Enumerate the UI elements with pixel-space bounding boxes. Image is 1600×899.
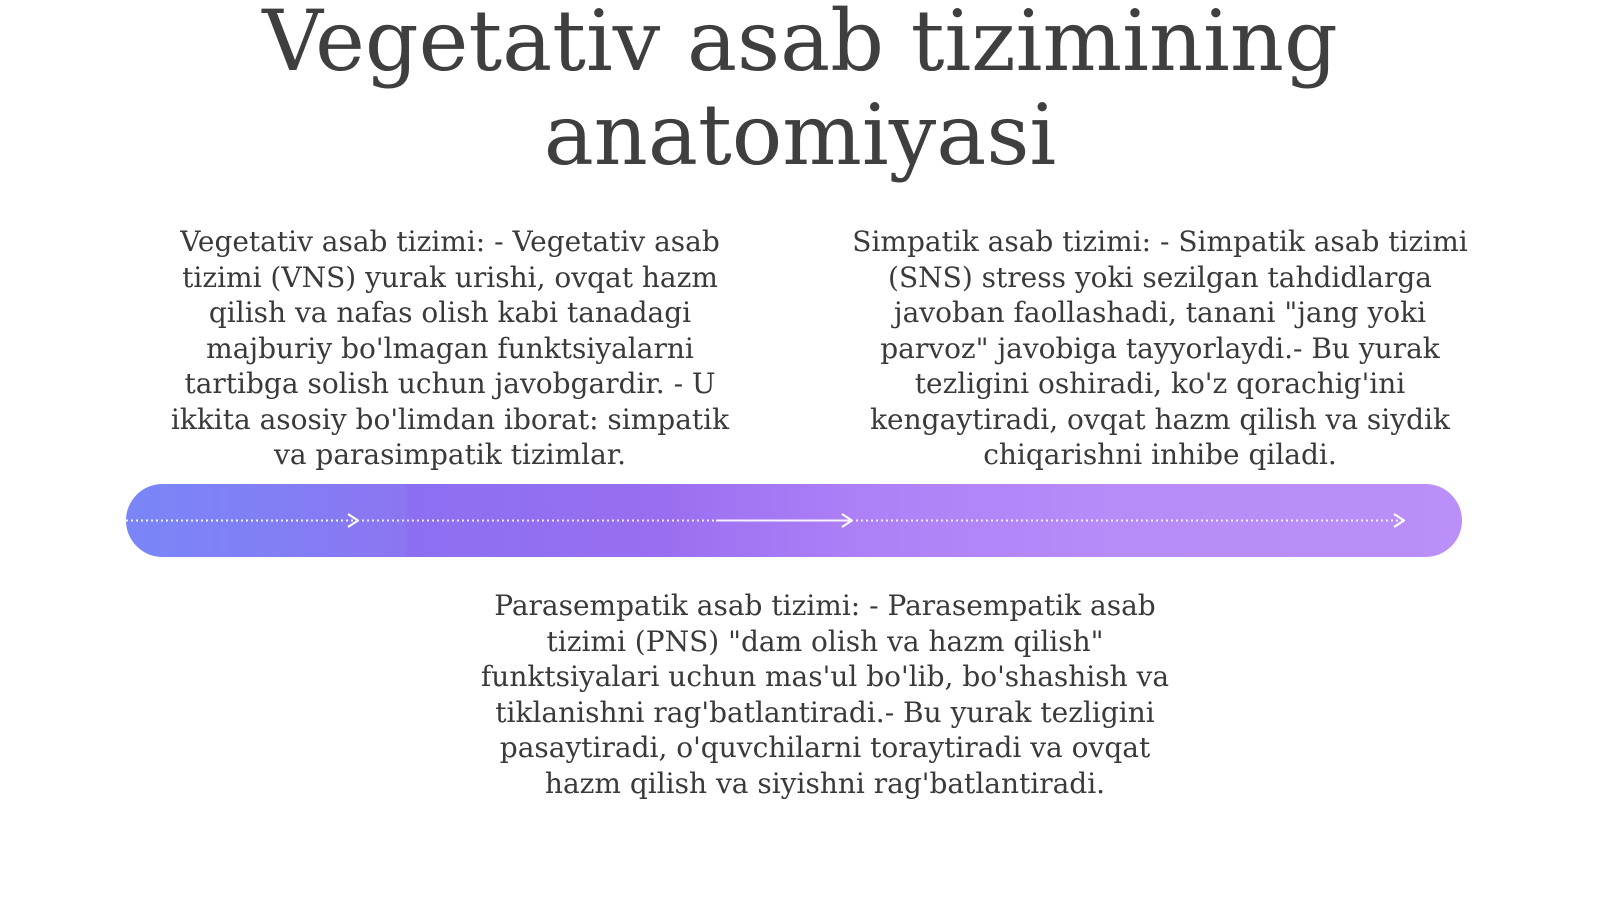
arrow-head-1-icon bbox=[348, 514, 358, 527]
page-title: Vegetativ asab tizimining anatomiyasi bbox=[262, 0, 1338, 184]
timeline-bar bbox=[126, 484, 1462, 557]
text-block-vegetativ: Vegetativ asab tizimi: - Vegetativ asab tizimi (VNS) yurak urishi, ovqat hazm qilish va nafas olish kabi tanadagi majburiy bo'lmagan funktsiyalarni tartibga solish uchun javobgardir. - U ikkita asosiy bo'limdan iborat: simpatik va parasimpatik tizimlar. bbox=[170, 225, 730, 471]
timeline-arrows bbox=[126, 484, 1462, 557]
text-block-parasempatik: Parasempatik asab tizimi: - Parasempatik asab tizimi (PNS) "dam olish va hazm qilish" funktsiyalari uchun mas'ul bo'lib, bo'shashish va tiklanishni rag'batlantiradi.- Bu yurak tezligini pasaytiradi, o'quvchilarni toraytiradi va ovqat hazm qilish va siyishni rag'batlantiradi. bbox=[480, 589, 1170, 800]
arrow-head-3-icon bbox=[1394, 514, 1404, 527]
text-block-simpatik: Simpatik asab tizimi: - Simpatik asab tizimi (SNS) stress yoki sezilgan tahdidlarga javoban faollashadi, tanani "jang yoki parvoz" javobiga tayyorlaydi.- Bu yurak tezligini oshiradi, ko'z qorachig'ini kengaytiradi, ovqat hazm qilish va siydik chiqarishni inhibe qiladi. bbox=[852, 225, 1468, 471]
